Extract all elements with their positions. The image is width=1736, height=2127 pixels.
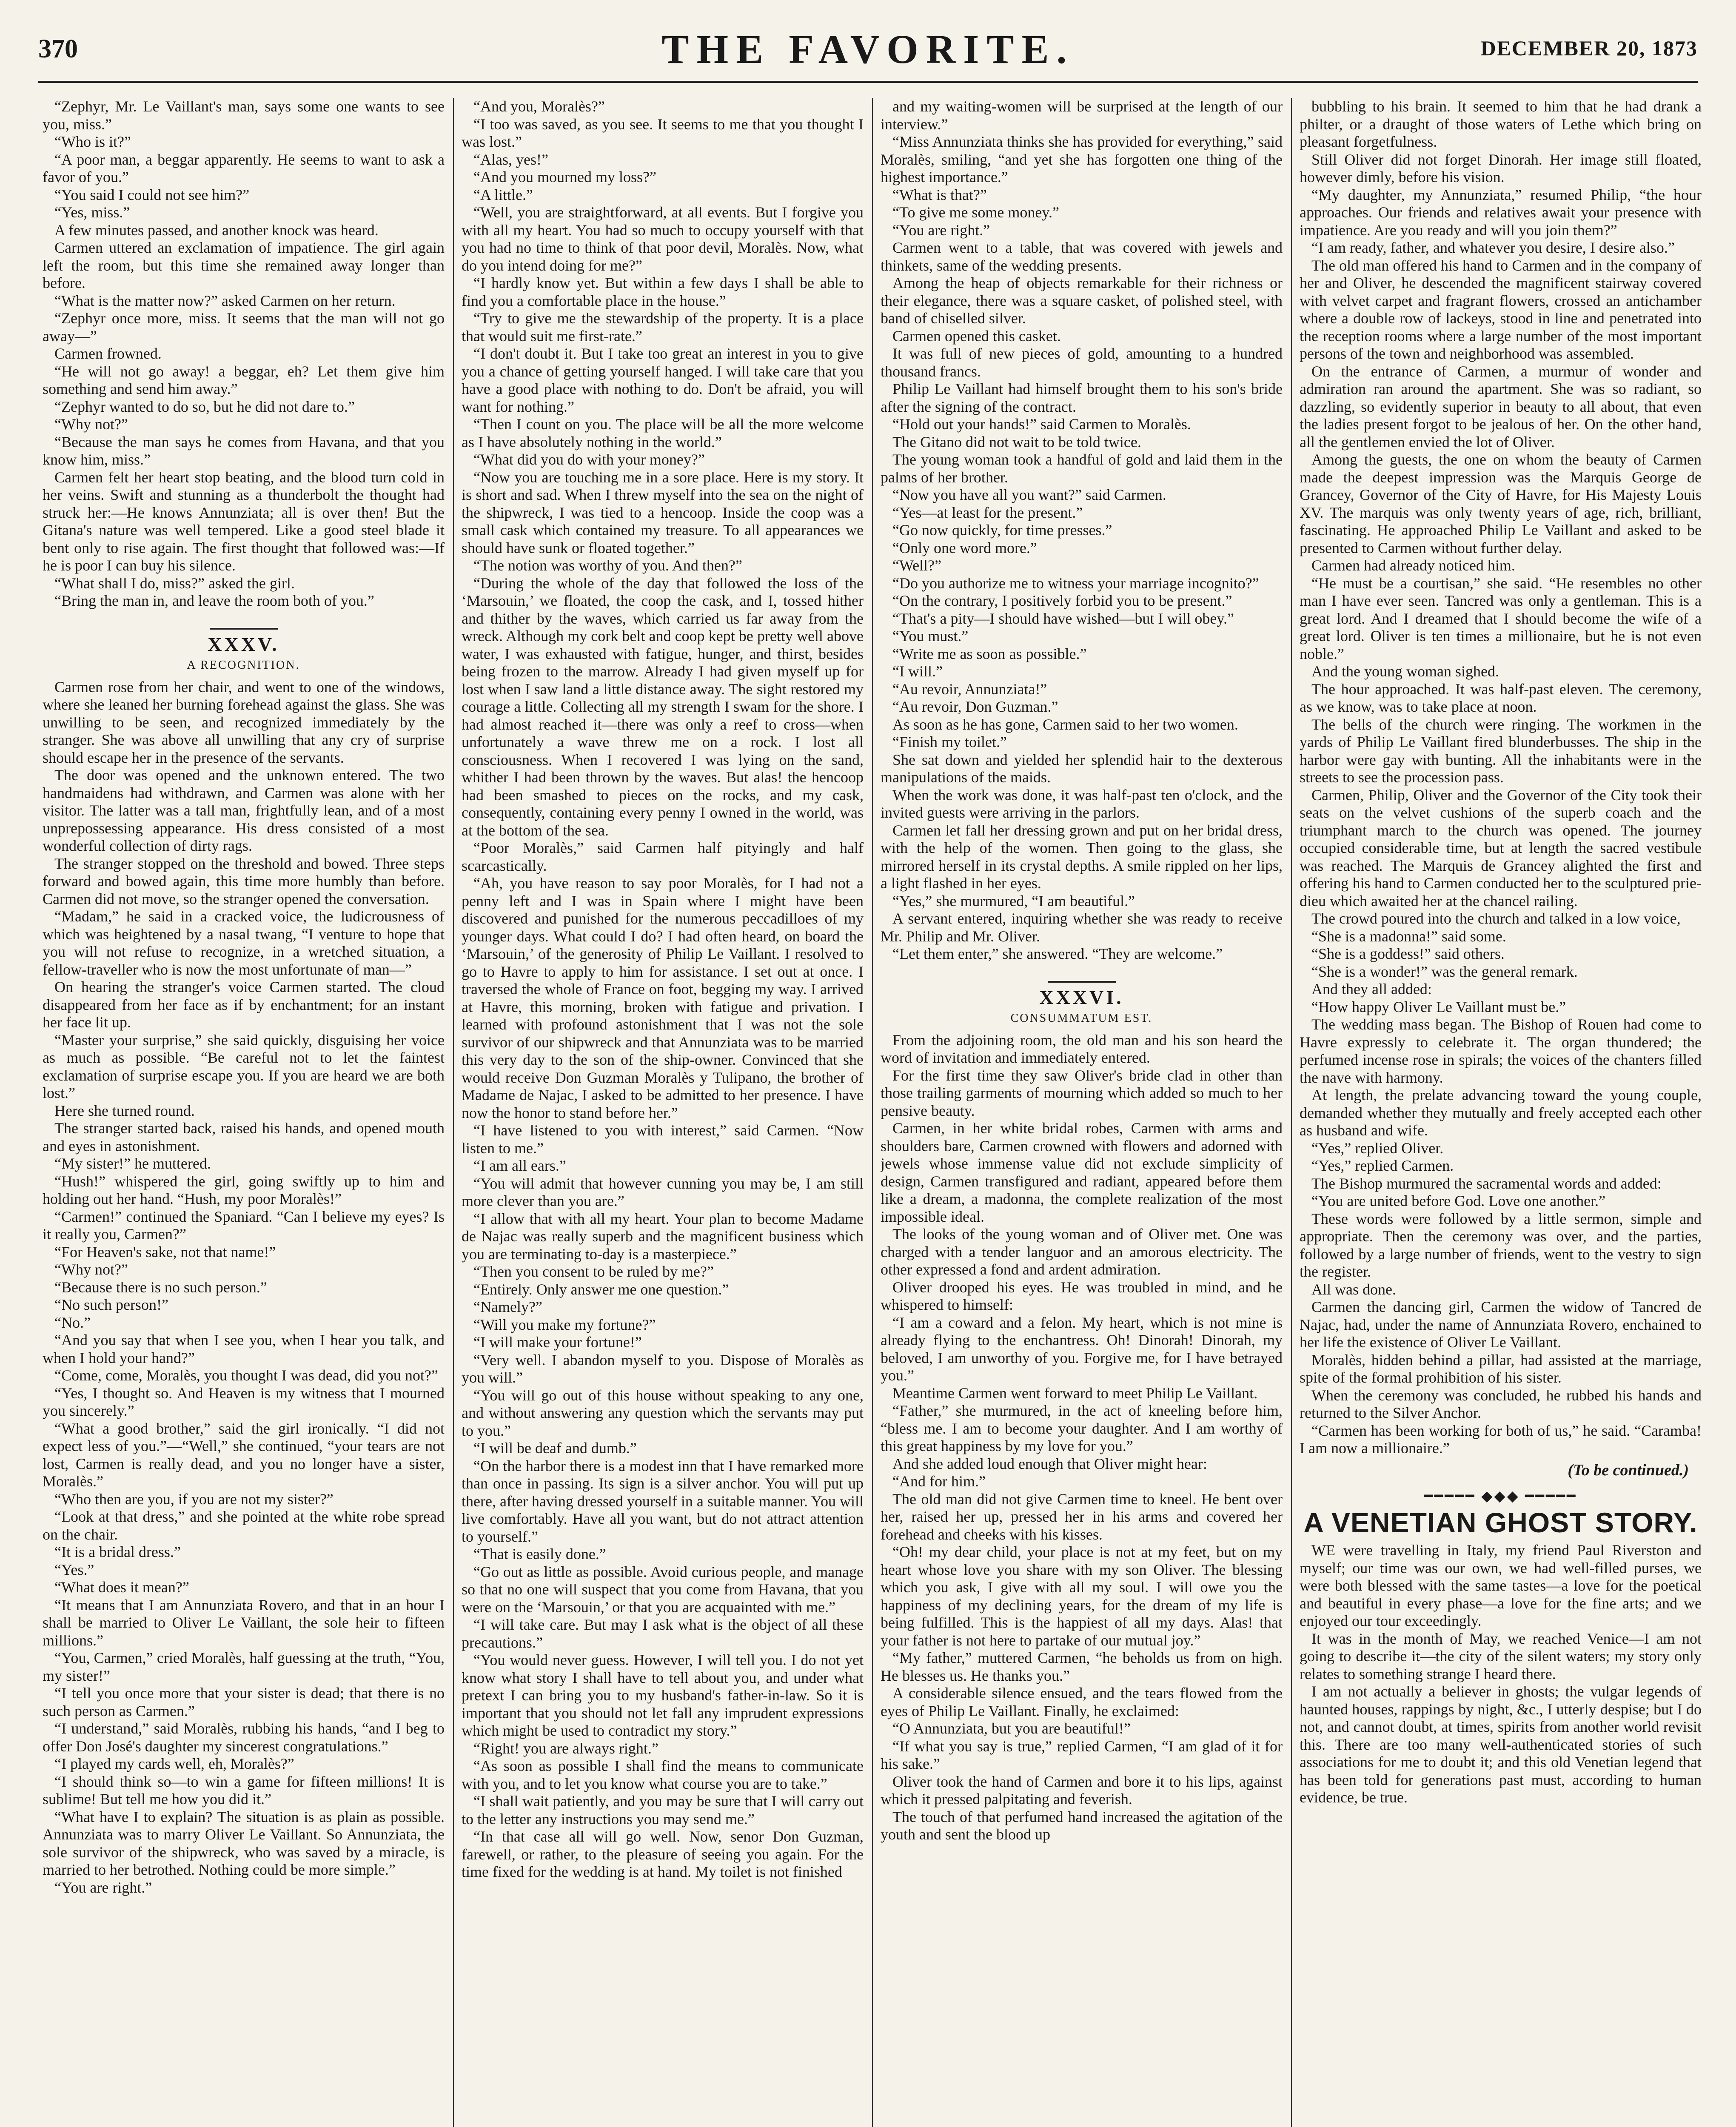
paragraph: Carmen felt her heart stop beating, and the blood turn cold in her veins. Swift and stunning as a thunderbolt the thought had struck her:—He knows Annunziata; all is over then! But the Gitana's nature was well tempered. Like a good steel blade it bent only to rise again. The first thought that followed was:—If he is poor I can buy his silence. [43, 468, 445, 574]
paragraph: “You will admit that however cunning you may be, I am still more clever than you are.” [462, 1175, 864, 1209]
paragraph: The old man offered his hand to Carmen and in the company of her and Oliver, he descended the magnificent stairway covered with velvet carpet and fragrant flowers, crossed an antichamber where a double row of lackeys, stood in line and penetrated into the reception rooms where a large number of the most important persons of the town and neighborhood was assembled. [1300, 257, 1702, 362]
paragraph: And the young woman sighed. [1311, 663, 1499, 680]
paragraph: “I understand,” said Moralès, rubbing his hands, “and I beg to offer Don José's daughter my sincerest congratulations.” [43, 1720, 445, 1755]
column-3 [881, 98, 1283, 2127]
header-rule [38, 81, 1698, 83]
paragraph: “Father,” she murmured, in the act of kneeling before him, “bless me. I am to become your daughter. And I am worthy of this great happiness by my love for you.” [881, 1402, 1283, 1454]
paragraph: “What shall I do, miss?” asked the girl. [54, 574, 295, 592]
paragraph: “Poor Moralès,” said Carmen half pityingly and half scarcastically. [462, 839, 864, 874]
paragraph: “O Annunziata, but you are beautiful!” [892, 1720, 1131, 1737]
paragraph: The stranger stopped on the threshold and bowed. Three steps forward and bowed again, this time more humbly than before. Carmen did not move, so the stranger opened the conversation. [43, 855, 445, 907]
paragraph: “What have I to explain? The situation is as plain as possible. Annunziata was to marry Oliver Le Vaillant. So Annunziata, the sole survivor of the shipwreck, who was saved by a miracle, is married to her betrothed. Nothing could be more simple.” [43, 1808, 445, 1878]
paragraph: Carmen frowned. [54, 345, 162, 362]
paragraph: “Very well. I abandon myself to you. Dispose of Moralès as you will.” [462, 1351, 864, 1386]
paragraph: “I hardly know yet. But within a few days I shall be able to find you a comfortable place in the house.” [462, 274, 864, 309]
paragraph: At length, the prelate advancing toward the young couple, demanded whether they mutually and freely accepted each other as husband and wife. [1300, 1086, 1702, 1139]
paragraph: It was full of new pieces of gold, amounting to a hundred thousand francs. [881, 345, 1283, 380]
paragraph: “She is a wonder!” was the general remark. [1311, 963, 1578, 980]
paragraph: “And you say that when I see you, when I hear you talk, and when I hold your hand?” [43, 1332, 445, 1366]
column-divider [872, 98, 873, 2127]
paragraph: “A poor man, a beggar apparently. He seems to want to ask a favor of you.” [43, 151, 445, 185]
paragraph: “Master your surprise,” she said quickly, disguising her voice as much as possible. “Be careful not to let the faintest exclamation of surprise escape you. If you are heard we are both lost.” [43, 1031, 445, 1101]
paragraph: Here she turned round. [54, 1102, 195, 1119]
paragraph: On the entrance of Carmen, a murmur of wonder and admiration ran around the apartment. She was so radiant, so dazzling, so evidently superior in beauty to all about, that even the ladies present forgot to be jealous of her. On the other hand, all the gentlemen envied the lot of Oliver. [1300, 362, 1702, 450]
paragraph: “I tell you once more that your sister is dead; that there is no such person as Carmen.” [43, 1685, 445, 1719]
paragraph: The old man did not give Carmen time to kneel. He bent over her, raised her up, pressed her in his arms and covered her forehead and cheeks with his kisses. [881, 1490, 1283, 1543]
paragraph: “He must be a courtisan,” she said. “He resembles no other man I have ever seen. Tancred was only a gentleman. This is a great lord. And I dreamed that I should become the wife of a great lord. Oliver is ten times a millionaire, but he is not even noble.” [1300, 574, 1702, 662]
chapter-title: A RECOGNITION. [187, 659, 300, 672]
paragraph: “I will take care. But may I ask what is the object of all these precautions.” [462, 1616, 864, 1651]
paragraph: “Bring the man in, and leave the room both of you.” [54, 592, 374, 609]
paragraph: The bells of the church were ringing. The workmen in the yards of Philip Le Vaillant fired blunderbusses. The ship in the harbor were gay with bunting. All the inhabitants were in the streets to see the procession pass. [1300, 716, 1702, 786]
paragraph: “I have listened to you with interest,” said Carmen. “Now listen to me.” [462, 1122, 864, 1157]
paragraph: “I too was saved, as you see. It seems to me that you thought I was lost.” [462, 115, 864, 150]
paragraph: “Try to give me the stewardship of the property. It is a place that would suit me first-rate.” [462, 310, 864, 345]
paragraph: It was in the month of May, we reached Venice—I am not going to describe it—the city of the silent waters; my story only relates to something strange I heard there. [1300, 1630, 1702, 1682]
paragraph: “You will go out of this house without speaking to any one, and without answering any question which the servants may put to you.” [462, 1386, 864, 1439]
paragraph: “Who is it?” [54, 133, 131, 150]
column-divider [453, 98, 454, 2127]
paragraph: Carmen went to a table, that was covered with jewels and thinkets, same of the wedding presents. [881, 239, 1283, 274]
paragraph: A servant entered, inquiring whether she was ready to receive Mr. Philip and Mr. Oliver. [881, 910, 1283, 945]
ornament-divider-icon: ━━━━━ ◆◆◆ ━━━━━ [1424, 1488, 1577, 1504]
paragraph: “Do you authorize me to witness your marriage incognito?” [892, 574, 1259, 592]
paragraph: “Finish my toilet.” [892, 733, 1007, 750]
paragraph: Carmen the dancing girl, Carmen the widow of Tancred de Najac, had, under the name of Annunziata Rovero, enchained to her life the existence of Oliver Le Vaillant. [1300, 1298, 1702, 1351]
paragraph: From the adjoining room, the old man and his son heard the word of invitation and immediately entered. [881, 1031, 1283, 1066]
paragraph: “I am all ears.” [473, 1157, 566, 1174]
paragraph: “As soon as possible I shall find the means to communicate with you, and to let you know what course you are to take.” [462, 1757, 864, 1792]
paragraph: Carmen had already noticed him. [1311, 557, 1515, 574]
paragraph: “Madam,” he said in a cracked voice, the ludicrousness of which was heightened by a nasal twang, “I venture to hope that you will not refuse to recognize, in a wretched situation, a fellow-traveller who is now the most unfortunate of man—” [43, 908, 445, 978]
paragraph: “Well, you are straightforward, at all events. But I forgive you with all my heart. You had so much to occupy yourself with that you had no time to think of that poor devil, Moralès. Now, what do you intend doing for me?” [462, 204, 864, 274]
paragraph: “I will.” [892, 663, 943, 680]
paragraph: The Gitano did not wait to be told twice. [892, 433, 1141, 450]
column-4 [1300, 98, 1702, 2127]
paragraph: “Ah, you have reason to say poor Moralès, for I had not a penny left and I was in Spain where I might have been discovered and punished for the numerous peccadilloes of my younger days. What could I do? I had often heard, on board the ‘Marsouin,’ of the generosity of Philip Le Vaillant. I resolved to go to Havre to apply to him for assistance. I set out at once. I traversed the whole of France on foot, begging my way. I arrived at Havre, this morning, broken with fatigue and privation. I learned with profound astonishment that I was not the sole survivor of our shipwreck and that Annunziata was to be married this very day to the son of the ship-owner. Convinced that she would receive Don Guzman Moralès y Tulipano, the brother of Madame de Najac, I asked to be admitted to her presence. I have now the honor to stand before her.” [462, 875, 864, 1121]
paragraph: “No such person!” [54, 1296, 168, 1313]
paragraph: “What did you do with your money?” [473, 451, 705, 468]
paragraph: And they all added: [1311, 981, 1432, 998]
paragraph: Carmen, Philip, Oliver and the Governor of the City took their seats on the velvet cushions of the superb coach and the triumphant march to the church was opened. The journey occupied considerable time, but at length the sacred vestibule was reached. The Marquis de Grancey alighted the first and offering his hand to Carmen conducted her to the sculptured prie-dieu which awaited her at the chancel railing. [1300, 786, 1702, 910]
paragraph: “Well?” [892, 557, 942, 574]
paragraph: Oliver drooped his eyes. He was troubled in mind, and he whispered to himself: [881, 1278, 1283, 1313]
paragraph: “You are right.” [892, 221, 990, 239]
chapter-number: XXXV. [208, 633, 279, 655]
paragraph: “To give me some money.” [892, 204, 1060, 221]
chapter-number: XXXVI. [1039, 986, 1124, 1008]
paragraph: The stranger started back, raised his hands, and opened mouth and eyes in astonishment. [43, 1120, 445, 1155]
paragraph: “Carmen!” continued the Spaniard. “Can I believe my eyes? Is it really you, Carmen?” [43, 1208, 445, 1243]
paragraph: “Miss Annunziata thinks she has provided for everything,” said Moralès, smiling, “and yet she has forgotten one thing of the highest importance.” [881, 133, 1283, 185]
paragraph: “That is easily done.” [473, 1545, 606, 1562]
chapter-title: CONSUMMATUM EST. [1010, 1012, 1153, 1025]
paragraph: “I am ready, father, and whatever you desire, I desire also.” [1311, 239, 1675, 256]
paragraph: “I shall wait patiently, and you may be sure that I will carry out to the letter any instructions you may send me.” [462, 1793, 864, 1828]
paragraph: “Because the man says he comes from Havana, and that you know him, miss.” [43, 433, 445, 468]
chapter-heading [43, 628, 445, 674]
story-title: A VENETIAN GHOST STORY. [1303, 1506, 1698, 1538]
paragraph: “Namely?” [473, 1298, 542, 1315]
paragraph: “How happy Oliver Le Vaillant must be.” [1311, 998, 1566, 1015]
paragraph: “During the whole of the day that followed the loss of the ‘Marsouin,’ we floated, the coop the cask, and I, tossed hither and thither by the waves, which carried us far away from the wreck. Although my cork belt and coop kept be pretty well above water, I was exhausted with fatigue, hunger, and thirst, besides being frozen to the marrow. Already I had given myself up for lost when I saw land a little distance away. The sight restored my courage a little. Collecting all my strength I swam for the shore. I had almost reached it—there was only a reef to cross—when unfortunately a wave threw me on a rock. I lost all consciousness. When I recovered I was lying on the sand, whither I had been thrown by the waves. But alas! the hencoop had been smashed to pieces on the rocks, and my cask, consequently, containing every penny I owned in the world, was at the bottom of the sea. [462, 574, 864, 839]
paragraph: For the first time they saw Oliver's bride clad in other than those trailing garments of mourning which added so much to her pensive beauty. [881, 1066, 1283, 1119]
paragraph: “Yes, miss.” [54, 204, 130, 221]
paragraph: “A little.” [473, 186, 533, 203]
paragraph: and my waiting-women will be surprised at the length of our interview.” [881, 98, 1283, 133]
paragraph: The looks of the young woman and of Oliver met. One was charged with a tender languor and an amorous electricity. The other expressed a fond and ardent admiration. [881, 1226, 1283, 1278]
paragraph: On hearing the stranger's voice Carmen started. The cloud disappeared from her face as if by enchantment; for an instant her face lit up. [43, 978, 445, 1031]
paragraph: “Yes—at least for the present.” [892, 504, 1083, 521]
paragraph: “I will be deaf and dumb.” [473, 1440, 637, 1457]
paragraph: “Now you have all you want?” said Carmen. [892, 486, 1166, 503]
paragraph: “What does it mean?” [54, 1579, 189, 1596]
paragraph: The young woman took a handful of gold and laid them in the palms of her brother. [881, 451, 1283, 486]
chapter-heading [881, 981, 1283, 1027]
paragraph: “Yes,” she murmured, “I am beautiful.” [892, 892, 1135, 910]
paragraph: The door was opened and the unknown entered. The two handmaidens had withdrawn, and Carmen was alone with her visitor. The latter was a tall man, frightfully lean, and of a most unprepossessing appearance. His dress consisted of a most wonderful collection of dirty rags. [43, 767, 445, 854]
paragraph: When the ceremony was concluded, he rubbed his hands and returned to the Silver Anchor. [1300, 1386, 1702, 1421]
page-header [0, 26, 1736, 77]
paragraph: “Entirely. Only answer me one question.” [473, 1280, 729, 1298]
paragraph: Still Oliver did not forget Dinorah. Her image still floated, however dimly, before his vision. [1300, 151, 1702, 185]
paragraph: Meantime Carmen went forward to meet Philip Le Vaillant. [892, 1384, 1258, 1402]
paragraph: “You, Carmen,” cried Moralès, half guessing at the truth, “You, my sister!” [43, 1649, 445, 1684]
paragraph: “And for him.” [892, 1473, 986, 1490]
paragraph: “My sister!” he muttered. [54, 1155, 211, 1172]
paragraph: “I allow that with all my heart. Your plan to become Madame de Najac was really superb and the magnificent business which you are terminating to-day is a masterpiece.” [462, 1210, 864, 1263]
page-number: 370 [38, 34, 78, 63]
paragraph: And she added loud enough that Oliver might hear: [892, 1455, 1207, 1472]
paragraph: “Only one word more.” [892, 539, 1037, 556]
paragraph: As soon as he has gone, Carmen said to her two women. [892, 716, 1238, 733]
paragraph: Among the guests, the one on whom the beauty of Carmen made the deepest impression was the Marquis George de Grancey, Governor of the City of Havre, for His Majesty Louis XV. The marquis was only twenty years of age, rich, brilliant, fascinating. He approached Philip Le Vaillant and asked to be presented to Carmen without further delay. [1300, 451, 1702, 556]
paragraph: “Carmen has been working for both of us,” he said. “Caramba! I am now a millionaire.” [1300, 1422, 1702, 1457]
paragraph: “He will not go away! a beggar, eh? Let them give him something and send him away.” [43, 362, 445, 397]
paragraph: “Yes, I thought so. And Heaven is my witness that I mourned you sincerely.” [43, 1384, 445, 1419]
paragraph: Carmen rose from her chair, and went to one of the windows, where she leaned her burning forehead against the glass. She was unwilling to be seen, and recognized immediately by the stranger. She was above all unwilling that any cry of surprise should escape her in the presence of the servants. [43, 678, 445, 766]
paragraph: “Then you consent to be ruled by me?” [473, 1263, 714, 1280]
paragraph: “Go out as little as possible. Avoid curious people, and manage so that no one will suspect that you come from Havana, that you were on the ‘Marsouin,’ or that you are acquainted with me.” [462, 1563, 864, 1616]
paragraph: “Oh! my dear child, your place is not at my feet, but on my heart whose love you share with my son Oliver. The blessing which you ask, I give with all my soul. I will owe you the happiness of my declining years, for the dream of my life is being fulfilled. This is the happiest of all my days. Alas! that your father is not here to partake of our mutual joy.” [881, 1543, 1283, 1649]
paragraph: “Why not?” [54, 1261, 128, 1278]
paragraph: Among the heap of objects remarkable for their richness or their elegance, there was a square casket, of polished steel, with band of chiselled silver. [881, 274, 1283, 327]
paragraph: A considerable silence ensued, and the tears flowed from the eyes of Philip Le Vaillant. Finally, he exclaimed: [881, 1685, 1283, 1719]
paragraph: Philip Le Vaillant had himself brought them to his son's bride after the signing of the contract. [881, 380, 1283, 415]
paragraph: “Yes,” replied Carmen. [1311, 1157, 1454, 1174]
paragraph: “If what you say is true,” replied Carmen, “I am glad of it for his sake.” [881, 1737, 1283, 1772]
paragraph: “You are united before God. Love one another.” [1311, 1192, 1606, 1209]
chapter-rule [1048, 981, 1116, 983]
paragraph: “What a good brother,” said the girl ironically. “I did not expect less of you.”—“Well,” she continued, “your tears are not lost, Carmen is really dead, and you no longer have a sister, Moralès.” [43, 1420, 445, 1490]
paragraph: “Zephyr once more, miss. It seems that the man will not go away—” [43, 310, 445, 345]
paragraph: The Bishop murmured the sacramental words and added: [1311, 1175, 1662, 1192]
paragraph: “You are right.” [54, 1879, 152, 1896]
paragraph: “And you mourned my loss?” [473, 168, 656, 185]
paragraph: “Au revoir, Don Guzman.” [892, 698, 1058, 715]
paragraph: bubbling to his brain. It seemed to him that he had drank a philter, or a draught of those waters of Lethe which bring on pleasant forgetfulness. [1300, 98, 1702, 150]
paragraph: “Hush!” whispered the girl, going swiftly up to him and holding out her hand. “Hush, my poor Moralès!” [43, 1172, 445, 1207]
paragraph: “Look at that dress,” and she pointed at the white robe spread on the chair. [43, 1508, 445, 1543]
paragraph: “Alas, yes!” [473, 151, 548, 168]
paragraph: “Zephyr, Mr. Le Vaillant's man, says some one wants to see you, miss.” [43, 98, 445, 133]
paragraph: Oliver took the hand of Carmen and bore it to his lips, against which it pressed palpitating and feverish. [881, 1773, 1283, 1808]
paragraph: “What is the matter now?” asked Carmen on her return. [54, 292, 396, 309]
paragraph: “On the contrary, I positively forbid you to be present.” [892, 592, 1232, 609]
paragraph: The touch of that perfumed hand increased the agitation of the youth and sent the blood up [881, 1808, 1283, 1843]
paragraph: “She is a madonna!” said some. [1311, 927, 1506, 945]
paragraph: Carmen let fall her dressing grown and put on her bridal dress, with the help of the women. Then going to the glass, she mirrored herself in its crystal depths. A smile rippled on her lips, a light flashed in her eyes. [881, 821, 1283, 892]
paragraph: “For Heaven's sake, not that name!” [54, 1243, 276, 1260]
masthead-title: THE FAVORITE. [661, 26, 1075, 72]
chapter-rule [210, 628, 278, 630]
paragraph: “That's a pity—I should have wished—but I will obey.” [892, 610, 1234, 627]
paragraph: “Then I count on you. The place will be all the more welcome as I have absolutely nothing in the world.” [462, 416, 864, 450]
paragraph: “Hold out your hands!” said Carmen to Moralès. [892, 416, 1191, 433]
paragraph: “Now you are touching me in a sore place. Here is my story. It is short and sad. When I threw myself into the sea on the night of the shipwreck, I was tied to a hencoop. Inside the coop was a small cask which contained my treasure. To all appearances we should have sunk or floated together.” [462, 468, 864, 556]
paragraph: The crowd poured into the church and talked in a low voice, [1311, 910, 1681, 927]
paragraph: “Au revoir, Annunziata!” [892, 680, 1047, 698]
paragraph: “No.” [54, 1314, 91, 1331]
paragraph: WE were travelling in Italy, my friend Paul Riverston and myself; our time was our own, we had well-filled purses, we were both blessed with the same tastes—a love for the poetical and beautiful in every phase—a love for the fine arts; and we enjoyed our tour exceedingly. [1300, 1542, 1702, 1629]
paragraph: “Come, come, Moralès, you thought I was dead, did you not?” [54, 1367, 438, 1384]
paragraph: When the work was done, it was half-past ten o'clock, and the invited guests were arriving in the parlors. [881, 786, 1283, 821]
paragraph: “Why not?” [54, 416, 128, 433]
paragraph: “Write me as soon as possible.” [892, 645, 1087, 662]
to-be-continued: (To be continued.) [1568, 1461, 1689, 1479]
paragraph: “I played my cards well, eh, Moralès?” [54, 1755, 294, 1772]
paragraph: Carmen uttered an exclamation of impatience. The girl again left the room, but this time she remained away longer than before. [43, 239, 445, 291]
paragraph: “Zephyr wanted to do so, but he did not dare to.” [54, 398, 355, 415]
paragraph: “You must.” [892, 627, 969, 644]
paragraph: Carmen opened this casket. [892, 327, 1061, 345]
paragraph: Carmen, in her white bridal robes, Carmen with arms and shoulders bare, Carmen crowned with flowers and adorned with jewels whose immense value did not exclude simplicity of design, Carmen transfigured and radiant, appeared before them like a dream, a madonna, the complete realization of the most impossible ideal. [881, 1120, 1283, 1225]
paragraph: “What is that?” [892, 186, 987, 203]
paragraph: All was done. [1311, 1280, 1396, 1298]
paragraph: “Because there is no such person.” [54, 1278, 267, 1296]
column-2 [462, 98, 864, 2127]
paragraph: “Yes,” replied Oliver. [1311, 1139, 1444, 1157]
paragraph: “I am a coward and a felon. My heart, which is not mine is already flying to the enchantress. Oh! Dinorah! Dinorah, my beloved, I am unworthy of you. Forgive me, for I have betrayed you.” [881, 1314, 1283, 1384]
paragraph: “I don't doubt it. But I take too great an interest in you to give you a chance of getting yourself hanged. I will take care that you have a good place with nothing to do. Don't be afraid, you will want for nothing.” [462, 345, 864, 415]
paragraph: “In that case all will go well. Now, senor Don Guzman, farewell, or rather, to the pleasure of seeing you again. For the time fixed for the wedding is at hand. My toilet is not finished [462, 1828, 864, 1880]
paragraph: “She is a goddess!” said others. [1311, 945, 1505, 962]
paragraph: “It means that I am Annunziata Rovero, and that in an hour I shall be married to Oliver Le Vaillant, the sole heir to fifteen millions.” [43, 1596, 445, 1649]
paragraph: “On the harbor there is a modest inn that I have remarked more than once in passing. Its sign is a silver anchor. You will put up there, after having dressed yourself in a suitable manner. You will live comfortably. Have all you want, but do not attract attention to yourself.” [462, 1457, 864, 1545]
paragraph: Moralès, hidden behind a pillar, had assisted at the marriage, spite of the formal prohibition of his sister. [1300, 1351, 1702, 1386]
paragraph: These words were followed by a little sermon, simple and appropriate. Then the ceremony was over, and the parties, followed by a large number of friends, went to the vestry to sign the register. [1300, 1210, 1702, 1280]
paragraph: “I should think so—to win a game for fifteen millions! It is sublime! But tell me how you did it.” [43, 1773, 445, 1808]
paragraph: I am not actually a believer in ghosts; the vulgar legends of haunted houses, rappings by night, &c., I utterly despise; but I do not, and cannot doubt, at times, spirits from another world revisit this. There are too many well-authenticated stories of such associations for me to doubt it; and this old Venetian legend that has been told for generations past must, according to human evidence, be true. [1300, 1683, 1702, 1806]
paragraph: “I will make your fortune!” [473, 1334, 642, 1351]
column-1 [43, 98, 445, 2127]
paragraph: “You said I could not see him?” [54, 186, 250, 203]
paragraph: “And you, Moralès?” [473, 98, 605, 115]
paragraph: The hour approached. It was half-past eleven. The ceremony, as we know, was to take place at noon. [1300, 680, 1702, 715]
paragraph: “The notion was worthy of you. And then?” [473, 557, 742, 574]
issue-date: DECEMBER 20, 1873 [1480, 36, 1698, 60]
paragraph: She sat down and yielded her splendid hair to the dexterous manipulations of the maids. [881, 751, 1283, 786]
paragraph: “It is a bridal dress.” [54, 1543, 181, 1560]
paragraph: “Let them enter,” she answered. “They are welcome.” [892, 945, 1223, 962]
paragraph: “Will you make my fortune?” [473, 1316, 656, 1333]
paragraph: A few minutes passed, and another knock was heard. [54, 221, 379, 239]
paragraph: “Who then are you, if you are not my sister?” [54, 1490, 334, 1508]
paragraph: “Yes.” [54, 1561, 94, 1578]
paragraph: “Go now quickly, for time presses.” [892, 522, 1112, 539]
paragraph: “You would never guess. However, I will tell you. I do not yet know what story I shall have to tell about you, and under what pretext I can bring you to my husband's father-in-law. So it is important that you should not let fall any imprudent expressions which might be used to contradict my story.” [462, 1651, 864, 1739]
paragraph: “My father,” muttered Carmen, “he beholds us from on high. He blesses us. He thanks you.” [881, 1649, 1283, 1684]
paragraph: “Right! you are always right.” [473, 1739, 658, 1757]
paragraph: “My daughter, my Annunziata,” resumed Philip, “the hour approaches. Our friends and relatives await your presence with impatience. Are you ready and will you join them?” [1300, 186, 1702, 239]
paragraph: The wedding mass began. The Bishop of Rouen had come to Havre expressly to celebrate it. The organ thundered; the perfumed incense rose in spirals; the voices of the chanters filled the nave with harmony. [1300, 1016, 1702, 1086]
column-divider [1291, 98, 1292, 2127]
